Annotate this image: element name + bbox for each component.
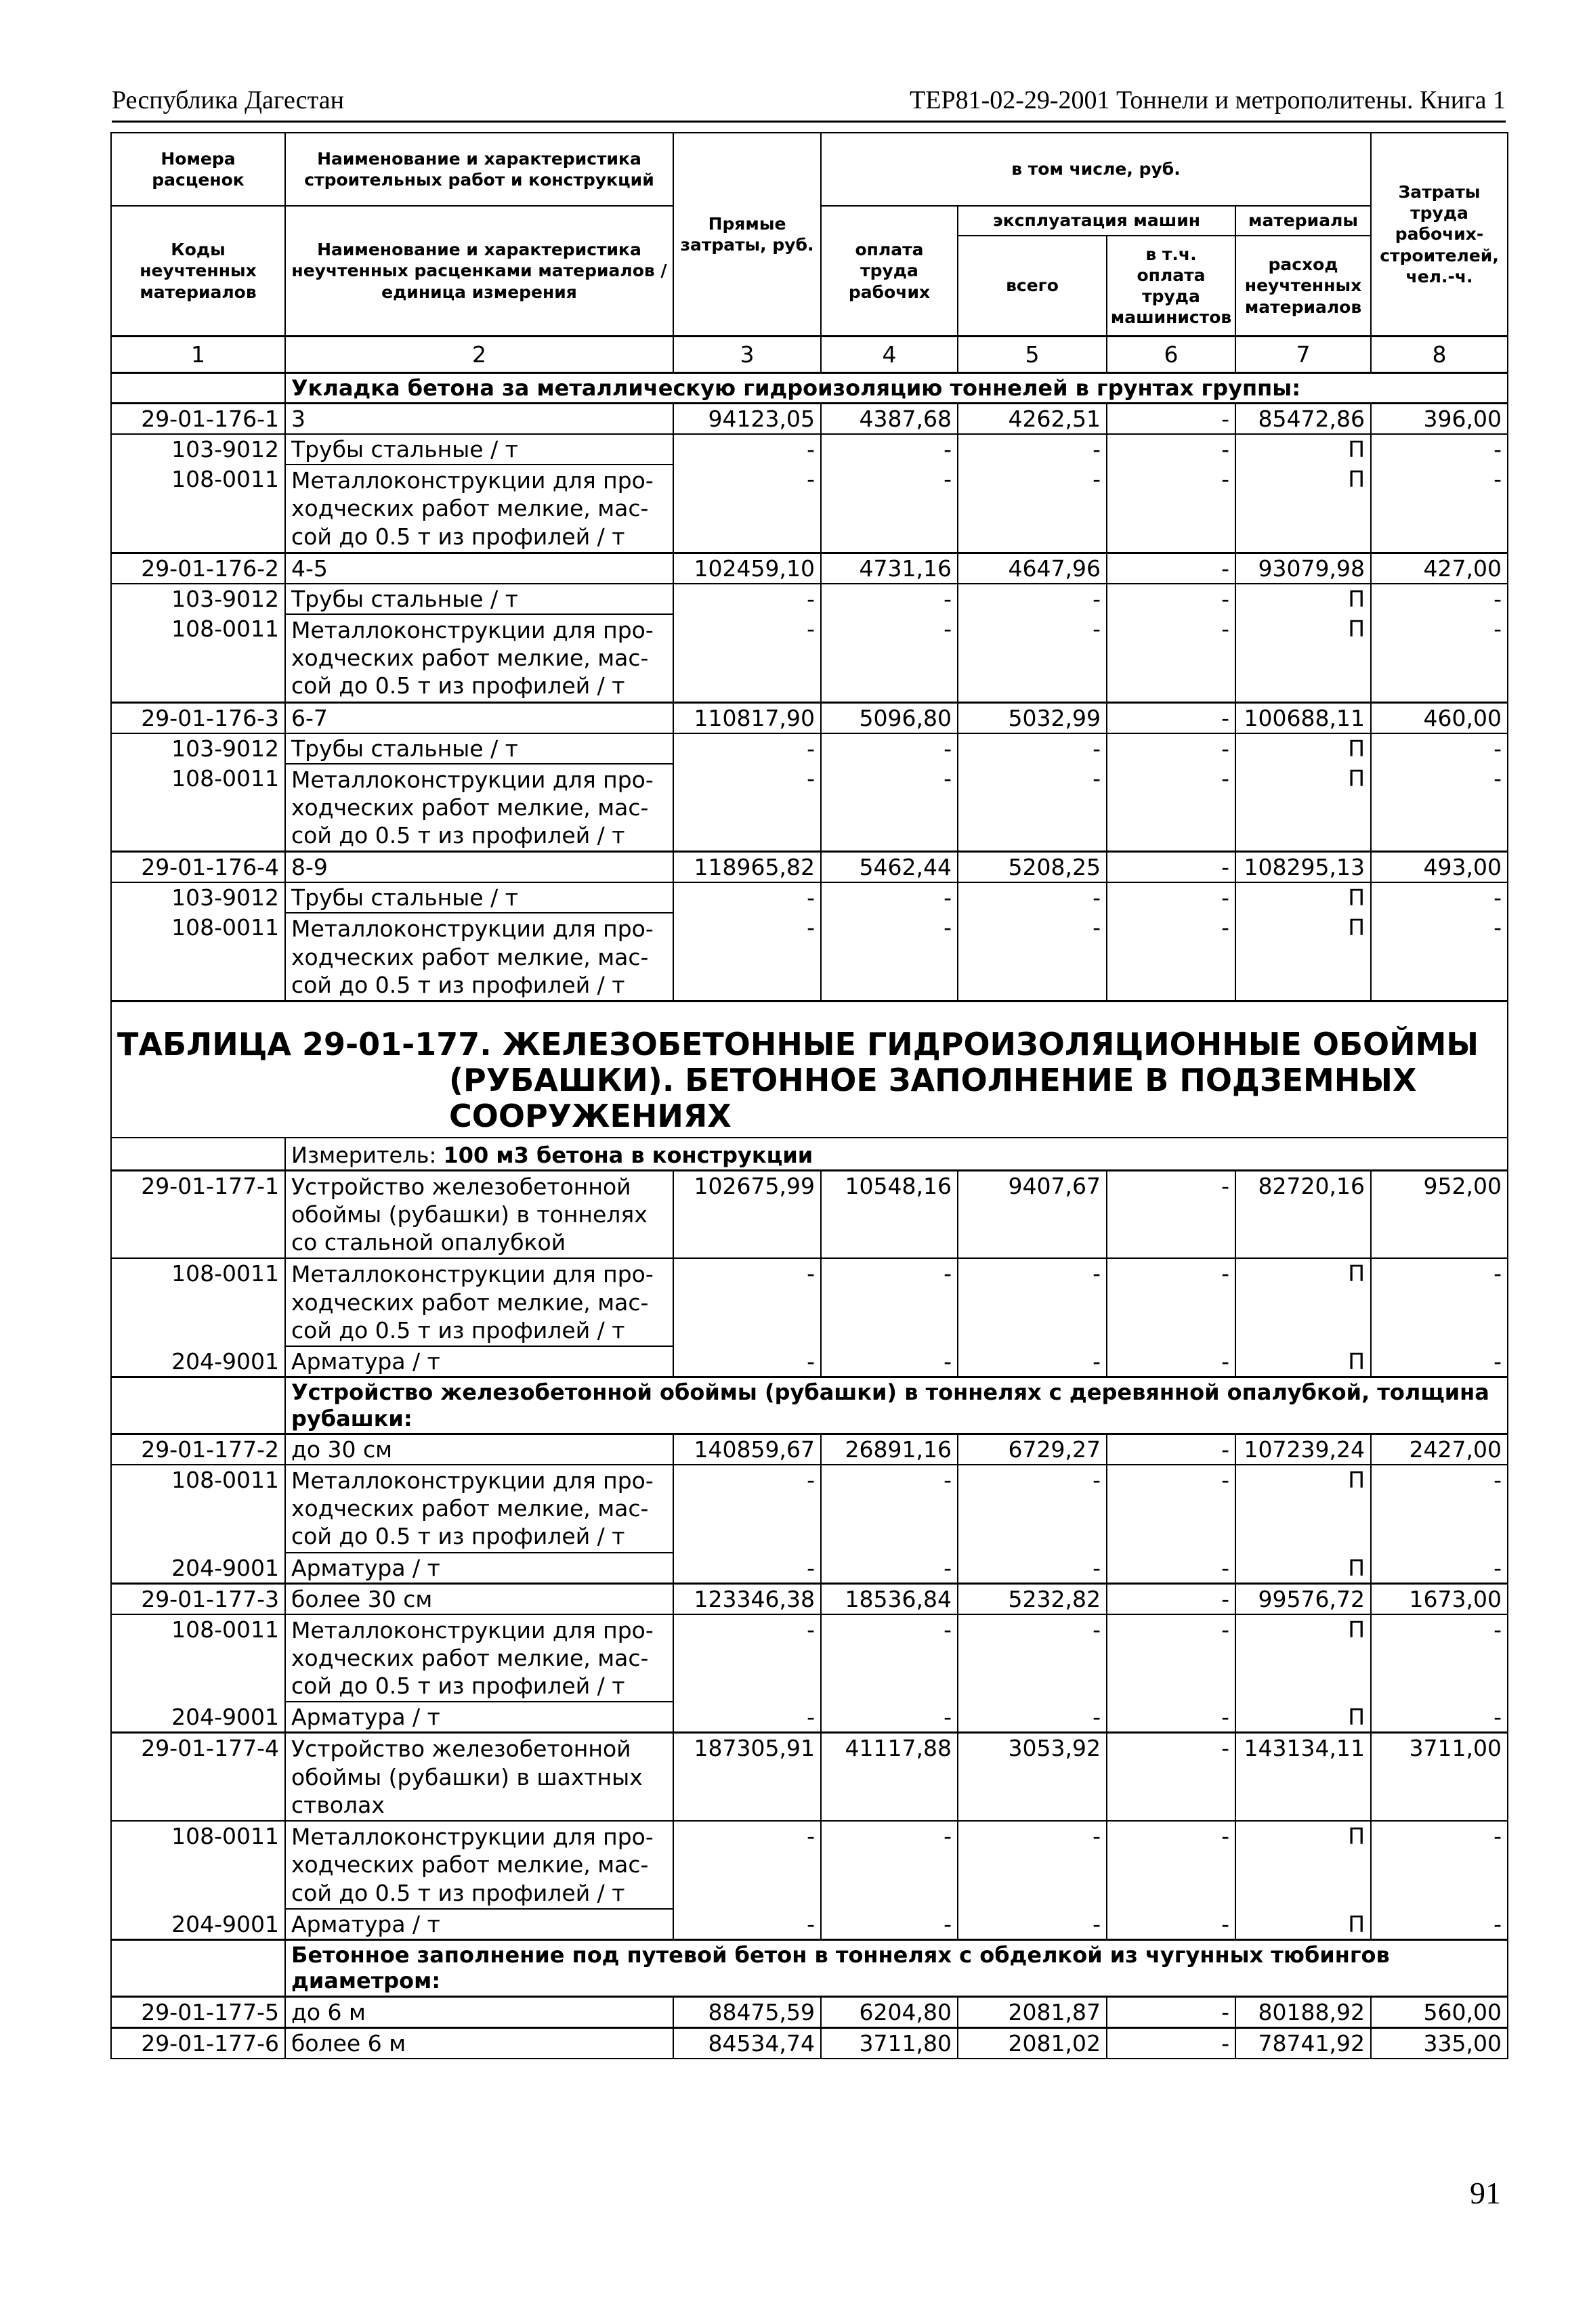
machines-total: 5232,82 — [958, 1583, 1107, 1614]
wages: 10548,16 — [821, 1170, 958, 1258]
operator-wages: - — [1107, 2027, 1235, 2059]
material-code: 108-0011 — [111, 913, 285, 1001]
operator-wages: - — [1107, 852, 1235, 883]
material-code: 204-9001 — [111, 1909, 285, 1940]
material-consumption: 107239,24 — [1235, 1434, 1371, 1465]
rate-code: 29-01-177-6 — [111, 2027, 285, 2059]
machines-total: - — [958, 434, 1107, 465]
operator-wages: - — [1107, 1346, 1235, 1377]
rate-name: 3 — [285, 404, 673, 435]
material-code: 108-0011 — [111, 1821, 285, 1909]
material-consumption: П — [1235, 1258, 1371, 1346]
labor-costs: 560,00 — [1371, 1996, 1508, 2027]
machines-total: - — [958, 1553, 1107, 1584]
table-row — [111, 1553, 1508, 1584]
operator-wages: - — [1107, 1465, 1235, 1553]
wages: 5096,80 — [821, 702, 958, 733]
operator-wages: - — [1107, 1821, 1235, 1909]
material-code: 108-0011 — [111, 614, 285, 702]
material-consumption: П — [1235, 1909, 1371, 1940]
machines-total: - — [958, 882, 1107, 913]
material-consumption: 143134,11 — [1235, 1733, 1371, 1821]
rates-table — [110, 132, 1508, 2059]
direct-costs: 102675,99 — [673, 1170, 821, 1258]
wages: - — [821, 764, 958, 852]
material-code: 103-9012 — [111, 434, 285, 465]
wages: 5462,44 — [821, 852, 958, 883]
material-consumption: П — [1235, 1346, 1371, 1377]
material-name: Арматура / т — [285, 1909, 673, 1940]
direct-costs: - — [673, 764, 821, 852]
rate-code: 29-01-177-1 — [111, 1170, 285, 1258]
col-wages: оплата труда рабочих — [821, 206, 958, 337]
machines-total: 5032,99 — [958, 702, 1107, 733]
table-row — [111, 1583, 1508, 1614]
labor-costs: 427,00 — [1371, 553, 1508, 584]
material-consumption: П — [1235, 1702, 1371, 1733]
direct-costs: - — [673, 1909, 821, 1940]
direct-costs: - — [673, 1553, 821, 1584]
table-row — [111, 553, 1508, 584]
direct-costs: - — [673, 733, 821, 764]
material-consumption: 82720,16 — [1235, 1170, 1371, 1258]
machines-total: - — [958, 1821, 1107, 1909]
material-consumption: 80188,92 — [1235, 1996, 1371, 2027]
material-consumption: 99576,72 — [1235, 1583, 1371, 1614]
col-rate-numbers: Номера расценок — [111, 133, 285, 206]
material-consumption: 108295,13 — [1235, 852, 1371, 883]
table-row — [111, 1821, 1508, 1909]
material-code: 204-9001 — [111, 1346, 285, 1377]
wages: 41117,88 — [821, 1733, 958, 1821]
rate-name: Устройство железобетонной обоймы (рубашки) в тоннелях со стальной опалубкой — [285, 1170, 673, 1258]
rate-code: 29-01-177-2 — [111, 1434, 285, 1465]
table-row — [111, 1909, 1508, 1940]
direct-costs: - — [673, 1614, 821, 1702]
material-name: Металлоконструкции для про- ходческих работ мелкие, мас- сой до 0.5 т из профилей / т — [285, 913, 673, 1001]
wages: - — [821, 733, 958, 764]
operator-wages: - — [1107, 1434, 1235, 1465]
operator-wages: - — [1107, 733, 1235, 764]
header-region: Республика Дагестан — [112, 86, 344, 114]
machines-total: - — [958, 1258, 1107, 1346]
operator-wages: - — [1107, 1258, 1235, 1346]
material-name: Арматура / т — [285, 1553, 673, 1584]
direct-costs: - — [673, 465, 821, 553]
col-num-7: 7 — [1235, 337, 1371, 373]
wages: - — [821, 1465, 958, 1553]
wages: 18536,84 — [821, 1583, 958, 1614]
material-code: 103-9012 — [111, 882, 285, 913]
material-consumption: 78741,92 — [1235, 2027, 1371, 2059]
labor-costs: - — [1371, 614, 1508, 702]
operator-wages: - — [1107, 913, 1235, 1001]
material-consumption: П — [1235, 913, 1371, 1001]
page-header — [112, 73, 1506, 123]
table-row — [111, 733, 1508, 764]
rate-code: 29-01-177-3 — [111, 1583, 285, 1614]
measure-unit: Измеритель: 100 м3 бетона в конструкции — [285, 1138, 1508, 1171]
wages: - — [821, 1909, 958, 1940]
rate-code: 29-01-176-1 — [111, 404, 285, 435]
col-num-1: 1 — [111, 337, 285, 373]
material-name: Металлоконструкции для про- ходческих работ мелкие, мас- сой до 0.5 т из профилей / т — [285, 1821, 673, 1909]
material-code: 204-9001 — [111, 1702, 285, 1733]
col-material-codes: Коды неучтенных материалов — [111, 206, 285, 337]
labor-costs: - — [1371, 584, 1508, 614]
rate-code: 29-01-177-5 — [111, 1996, 285, 2027]
material-consumption: П — [1235, 1614, 1371, 1702]
direct-costs: 102459,10 — [673, 553, 821, 584]
labor-costs: - — [1371, 764, 1508, 852]
table-177-rows — [111, 1170, 1508, 2059]
table-176-body — [111, 404, 1508, 1002]
wages: - — [821, 1346, 958, 1377]
labor-costs: - — [1371, 1909, 1508, 1940]
labor-costs: - — [1371, 1258, 1508, 1346]
machines-total: 3053,92 — [958, 1733, 1107, 1821]
labor-costs: - — [1371, 1614, 1508, 1702]
wages: 26891,16 — [821, 1434, 958, 1465]
section-heading: Бетонное заполнение под путевой бетон в тоннелях с обделкой из чугунных тюбингов диаметром: — [285, 1939, 1508, 1996]
table-row — [111, 702, 1508, 733]
machines-total: - — [958, 764, 1107, 852]
direct-costs: - — [673, 614, 821, 702]
table-row — [111, 913, 1508, 1001]
machines-total: 4647,96 — [958, 553, 1107, 584]
direct-costs: 84534,74 — [673, 2027, 821, 2059]
operator-wages: - — [1107, 882, 1235, 913]
table-row — [111, 1170, 1508, 1258]
col-direct-costs: Прямые затраты, руб. — [673, 133, 821, 337]
table-177-title: ТАБЛИЦА 29-01-177. ЖЕЛЕЗОБЕТОННЫЕ ГИДРОИЗОЛЯЦИОННЫЕ ОБОЙМЫ (РУБАШКИ). БЕТОННОЕ ЗАПОЛНЕНИЕ В ПОДЗЕМНЫХ СООРУЖЕНИЯХ — [111, 1002, 1508, 1138]
direct-costs: 118965,82 — [673, 852, 821, 883]
rate-code: 29-01-176-2 — [111, 553, 285, 584]
labor-costs: 493,00 — [1371, 852, 1508, 883]
operator-wages: - — [1107, 553, 1235, 584]
table-row — [111, 1702, 1508, 1733]
operator-wages: - — [1107, 584, 1235, 614]
direct-costs: 110817,90 — [673, 702, 821, 733]
col-work-name: Наименование и характеристика строительных работ и конструкций — [285, 133, 673, 206]
direct-costs: 187305,91 — [673, 1733, 821, 1821]
labor-costs: - — [1371, 733, 1508, 764]
machines-total: - — [958, 913, 1107, 1001]
labor-costs: 335,00 — [1371, 2027, 1508, 2059]
material-name: Металлоконструкции для про- ходческих работ мелкие, мас- сой до 0.5 т из профилей / т — [285, 614, 673, 702]
col-operator-wages: в т.ч. оплата труда машинистов — [1107, 236, 1235, 337]
wages: - — [821, 465, 958, 553]
labor-costs: - — [1371, 882, 1508, 913]
rate-name: Устройство железобетонной обоймы (рубашки) в шахтных стволах — [285, 1733, 673, 1821]
material-consumption: П — [1235, 882, 1371, 913]
machines-total: 6729,27 — [958, 1434, 1107, 1465]
material-code: 108-0011 — [111, 1465, 285, 1553]
operator-wages: - — [1107, 764, 1235, 852]
labor-costs: - — [1371, 1346, 1508, 1377]
labor-costs: - — [1371, 1465, 1508, 1553]
wages: - — [821, 1553, 958, 1584]
direct-costs: 123346,38 — [673, 1583, 821, 1614]
rate-code: 29-01-177-4 — [111, 1733, 285, 1821]
col-num-5: 5 — [958, 337, 1107, 373]
wages: 6204,80 — [821, 1996, 958, 2027]
table-row — [111, 1996, 1508, 2027]
table-row — [111, 2027, 1508, 2059]
page-number: 91 — [1470, 2176, 1501, 2210]
table-row — [111, 434, 1508, 465]
col-num-3: 3 — [673, 337, 821, 373]
wages: - — [821, 1821, 958, 1909]
machines-total: 4262,51 — [958, 404, 1107, 435]
direct-costs: 94123,05 — [673, 404, 821, 435]
rate-code: 29-01-176-4 — [111, 852, 285, 883]
rate-code: 29-01-176-3 — [111, 702, 285, 733]
col-materials: материалы — [1235, 206, 1371, 236]
labor-costs: - — [1371, 434, 1508, 465]
table-row — [111, 614, 1508, 702]
material-code: 108-0011 — [111, 465, 285, 553]
material-code: 108-0011 — [111, 764, 285, 852]
table-177-body — [111, 1002, 1508, 1171]
material-code: 103-9012 — [111, 733, 285, 764]
machines-total: - — [958, 733, 1107, 764]
operator-wages: - — [1107, 1996, 1235, 2027]
machines-total: - — [958, 1909, 1107, 1940]
material-name: Металлоконструкции для про- ходческих работ мелкие, мас- сой до 0.5 т из профилей / т — [285, 764, 673, 852]
direct-costs: - — [673, 1346, 821, 1377]
col-num-6: 6 — [1107, 337, 1235, 373]
col-num-8: 8 — [1371, 337, 1508, 373]
rate-name: более 30 см — [285, 1583, 673, 1614]
header-doc-title: ТЕР81-02-29-2001 Тоннели и метрополитены. Книга 1 — [910, 86, 1506, 114]
material-consumption: П — [1235, 584, 1371, 614]
machines-total: 2081,87 — [958, 1996, 1107, 2027]
col-material-consumption: расход неучтенных материалов — [1235, 236, 1371, 337]
wages: 4731,16 — [821, 553, 958, 584]
operator-wages: - — [1107, 434, 1235, 465]
material-name: Арматура / т — [285, 1702, 673, 1733]
direct-costs: - — [673, 1821, 821, 1909]
material-code: 108-0011 — [111, 1614, 285, 1702]
table-row — [111, 1346, 1508, 1377]
wages: - — [821, 1614, 958, 1702]
direct-costs: 140859,67 — [673, 1434, 821, 1465]
rate-name: более 6 м — [285, 2027, 673, 2059]
material-consumption: П — [1235, 614, 1371, 702]
labor-costs: 3711,00 — [1371, 1733, 1508, 1821]
machines-total: - — [958, 584, 1107, 614]
material-name: Трубы стальные / т — [285, 584, 673, 614]
material-consumption: П — [1235, 764, 1371, 852]
rate-name: 4-5 — [285, 553, 673, 584]
col-num-2: 2 — [285, 337, 673, 373]
material-name: Трубы стальные / т — [285, 434, 673, 465]
labor-costs: 1673,00 — [1371, 1583, 1508, 1614]
rate-name: 6-7 — [285, 702, 673, 733]
col-num-4: 4 — [821, 337, 958, 373]
operator-wages: - — [1107, 614, 1235, 702]
operator-wages: - — [1107, 1553, 1235, 1584]
machines-total: - — [958, 1614, 1107, 1702]
direct-costs: - — [673, 1465, 821, 1553]
machines-total: 5208,25 — [958, 852, 1107, 883]
direct-costs: - — [673, 913, 821, 1001]
labor-costs: - — [1371, 465, 1508, 553]
operator-wages: - — [1107, 1614, 1235, 1702]
machines-total: - — [958, 465, 1107, 553]
material-consumption: П — [1235, 1821, 1371, 1909]
material-code: 103-9012 — [111, 584, 285, 614]
material-name: Трубы стальные / т — [285, 882, 673, 913]
operator-wages: - — [1107, 1583, 1235, 1614]
labor-costs: 396,00 — [1371, 404, 1508, 435]
material-consumption: П — [1235, 733, 1371, 764]
table-row — [111, 1465, 1508, 1553]
section-heading: Устройство железобетонной обоймы (рубашки) в тоннелях с деревянной опалубкой, толщина рубашки: — [285, 1377, 1508, 1434]
material-name: Трубы стальные / т — [285, 733, 673, 764]
table-row — [111, 764, 1508, 852]
table-row — [111, 1258, 1508, 1346]
direct-costs: - — [673, 584, 821, 614]
direct-costs: 88475,59 — [673, 1996, 821, 2027]
material-consumption: П — [1235, 434, 1371, 465]
wages: - — [821, 1258, 958, 1346]
direct-costs: - — [673, 1702, 821, 1733]
operator-wages: - — [1107, 1702, 1235, 1733]
wages: - — [821, 913, 958, 1001]
operator-wages: - — [1107, 404, 1235, 435]
material-consumption: П — [1235, 465, 1371, 553]
table-row — [111, 404, 1508, 435]
col-material-name: Наименование и характеристика неучтенных расценками материалов / единица измерения — [285, 206, 673, 337]
labor-costs: 952,00 — [1371, 1170, 1508, 1258]
wages: - — [821, 434, 958, 465]
material-consumption: 100688,11 — [1235, 702, 1371, 733]
table-row — [111, 852, 1508, 883]
machines-total: - — [958, 1702, 1107, 1733]
direct-costs: - — [673, 882, 821, 913]
operator-wages: - — [1107, 1170, 1235, 1258]
labor-costs: - — [1371, 1821, 1508, 1909]
machines-total: 9407,67 — [958, 1170, 1107, 1258]
table-row — [111, 465, 1508, 553]
col-labor-costs: Затраты труда рабочих-строителей, чел.-ч. — [1371, 133, 1508, 337]
machines-total: - — [958, 1346, 1107, 1377]
material-name: Арматура / т — [285, 1346, 673, 1377]
labor-costs: 460,00 — [1371, 702, 1508, 733]
direct-costs: - — [673, 1258, 821, 1346]
rate-name: до 30 см — [285, 1434, 673, 1465]
labor-costs: 2427,00 — [1371, 1434, 1508, 1465]
material-name: Металлоконструкции для про- ходческих работ мелкие, мас- сой до 0.5 т из профилей / т — [285, 1614, 673, 1702]
operator-wages: - — [1107, 1733, 1235, 1821]
col-machines-total: всего — [958, 236, 1107, 337]
rate-name: 8-9 — [285, 852, 673, 883]
table-row — [111, 1614, 1508, 1702]
material-code: 108-0011 — [111, 1258, 285, 1346]
labor-costs: - — [1371, 1702, 1508, 1733]
table-row — [111, 1434, 1508, 1465]
operator-wages: - — [1107, 465, 1235, 553]
labor-costs: - — [1371, 913, 1508, 1001]
wages: - — [821, 882, 958, 913]
wages: - — [821, 584, 958, 614]
wages: - — [821, 1702, 958, 1733]
section-heading: Укладка бетона за металлическую гидроизоляцию тоннелей в грунтах группы: — [285, 373, 1508, 404]
operator-wages: - — [1107, 702, 1235, 733]
wages: 4387,68 — [821, 404, 958, 435]
col-machines: эксплуатация машин — [958, 206, 1235, 236]
table-row — [111, 1733, 1508, 1821]
operator-wages: - — [1107, 1909, 1235, 1940]
material-consumption: 93079,98 — [1235, 553, 1371, 584]
wages: - — [821, 614, 958, 702]
labor-costs: - — [1371, 1553, 1508, 1584]
table-row — [111, 584, 1508, 614]
col-including: в том числе, руб. — [821, 133, 1371, 206]
wages: 3711,80 — [821, 2027, 958, 2059]
material-name: Металлоконструкции для про- ходческих работ мелкие, мас- сой до 0.5 т из профилей / т — [285, 465, 673, 553]
material-name: Металлоконструкции для про- ходческих работ мелкие, мас- сой до 0.5 т из профилей / т — [285, 1465, 673, 1553]
material-consumption: 85472,86 — [1235, 404, 1371, 435]
table-row — [111, 882, 1508, 913]
machines-total: - — [958, 1465, 1107, 1553]
machines-total: - — [958, 614, 1107, 702]
table-body — [111, 373, 1508, 404]
material-name: Металлоконструкции для про- ходческих работ мелкие, мас- сой до 0.5 т из профилей / т — [285, 1258, 673, 1346]
rate-name: до 6 м — [285, 1996, 673, 2027]
material-consumption: П — [1235, 1553, 1371, 1584]
machines-total: 2081,02 — [958, 2027, 1107, 2059]
material-code: 204-9001 — [111, 1553, 285, 1584]
direct-costs: - — [673, 434, 821, 465]
material-consumption: П — [1235, 1465, 1371, 1553]
